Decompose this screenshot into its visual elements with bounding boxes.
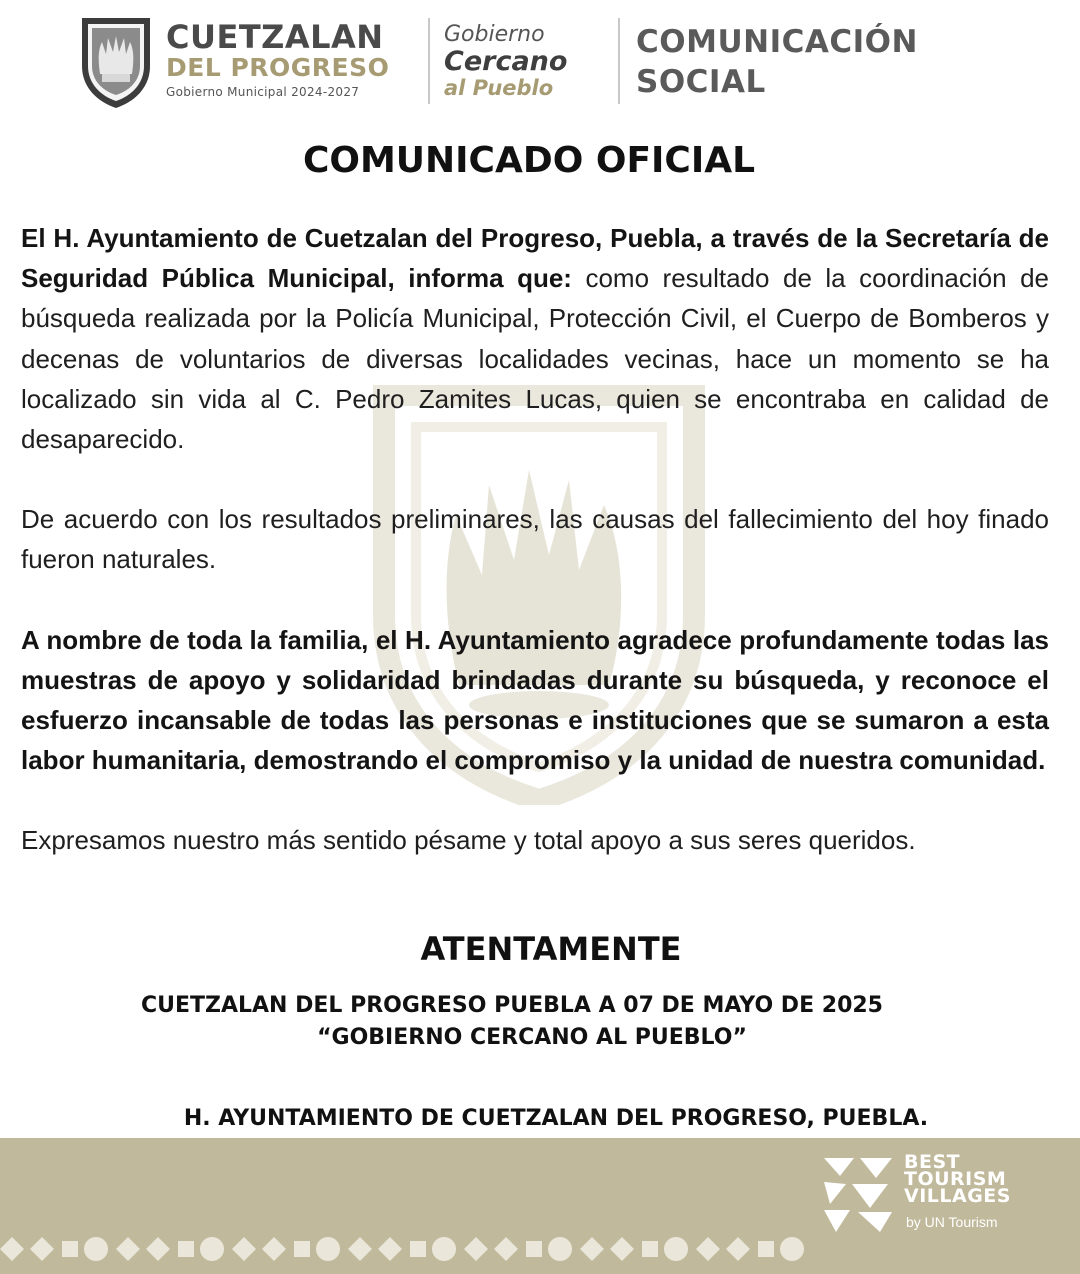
embroidery-pattern-icon (0, 1232, 810, 1266)
document-body (21, 218, 1049, 861)
badge-line1: BEST (904, 1151, 961, 1173)
best-tourism-villages-badge (820, 1152, 1070, 1268)
paragraph-1 (21, 218, 1049, 459)
place-and-date-block (0, 990, 1024, 1054)
department-line1: COMUNICACIÓN (636, 24, 918, 60)
document-title: COMUNICADO OFICIAL (302, 140, 756, 181)
department-line2: SOCIAL (636, 64, 766, 100)
paragraph-2: De acuerdo con los resultados preliminares, las causas del fallecimiento del hoy finado fueron naturales. (21, 504, 1049, 575)
best-tourism-villages-logo-icon (820, 1154, 896, 1236)
slogan-line3: al Pueblo (444, 76, 554, 100)
header-divider (428, 18, 430, 104)
motto: “GOBIERNO CERCANO AL PUEBLO” (317, 1025, 747, 1050)
header-divider (618, 18, 620, 104)
signature-line: H. AYUNTAMIENTO DE CUETZALAN DEL PROGRESO, PUEBLA. (183, 1106, 929, 1131)
paragraph-1-text: como resultado de la coordinación de búsqueda realizada por la Policía Municipal, Protección Civil, el Cuerpo de Bomberos y decenas de voluntarios de diversas localidades vecinas, hace un momento se ha localizado sin vida al C. Pedro Zamites Lucas, quien se encontraba en calidad de desaparecido. (21, 263, 1049, 455)
paragraph-3 (21, 620, 1049, 781)
municipal-shield-icon (76, 14, 156, 110)
place-and-date: CUETZALAN DEL PROGRESO PUEBLA A 07 DE MAYO DE 2025 (140, 993, 883, 1018)
government-slogan (444, 22, 567, 100)
municipality-line2: DEL PROGRESO (166, 53, 390, 82)
municipality-line1: CUETZALAN (166, 18, 384, 56)
footer-band (0, 1138, 1080, 1274)
badge-title (904, 1151, 1011, 1207)
paragraph-3-text: A nombre de toda la familia, el H. Ayuntamiento agradece profundamente todas las muestras de apoyo y solidaridad brindadas durante su búsqueda, y reconoce el esfuerzo incansable de todas las personas e instituciones que se sumaron a esta labor humanitaria, demostrando el compromiso y la unidad de nuestra comunidad. (21, 624, 1049, 776)
municipality-name (166, 20, 389, 102)
municipality-period: Gobierno Municipal 2024-2027 (166, 85, 360, 99)
paragraph-1-lead: El H. Ayuntamiento de Cuetzalan del Progreso, Puebla, a través de la Secretaría de Seguridad Pública Municipal, informa que: (21, 223, 1049, 294)
paragraph-4: Expresamos nuestro más sentido pésame y total apoyo a sus seres queridos. (21, 825, 916, 856)
slogan-line2: Cercano (444, 46, 568, 77)
closing-heading: ATENTAMENTE (420, 930, 682, 968)
badge-line2: TOURISM (904, 1168, 1007, 1190)
badge-by: by UN Tourism (906, 1214, 998, 1230)
badge-line3: VILLAGES (904, 1185, 1011, 1207)
slogan-line1: Gobierno (444, 22, 545, 47)
department-name (636, 22, 918, 102)
letterhead (0, 0, 1080, 120)
